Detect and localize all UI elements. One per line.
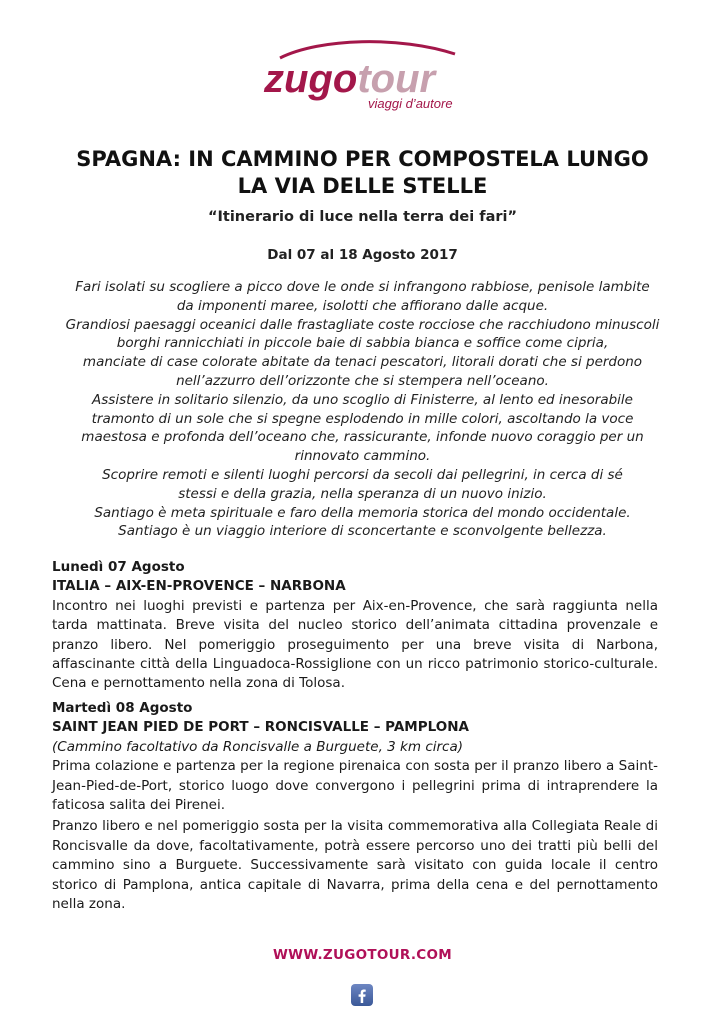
itinerary-day: [52, 558, 658, 696]
intro-line: borghi rannicchiati in piccole baie di sabbia bianca e soffice come cipria,: [116, 335, 609, 352]
intro-line: da imponenti maree, isolotti che affiorano dalle acque.: [176, 297, 549, 314]
svg-text:zugotour: [263, 57, 438, 101]
day-label: Martedì 08 Agosto: [52, 700, 193, 716]
day-label: Lunedì 07 Agosto: [52, 559, 185, 575]
logo-swoosh: [280, 42, 455, 58]
title-line: SPAGNA: IN CAMMINO PER COMPOSTELA LUNGO: [76, 147, 649, 171]
document-subtitle: “Itinerario di luce nella terra dei fari”: [207, 209, 518, 225]
intro-line: Santiago è un viaggio interiore di sconcertante e sconvolgente bellezza.: [118, 523, 607, 540]
document-title: [40, 146, 685, 200]
day-route: ITALIA – AIX-EN-PROVENCE – NARBONA: [52, 578, 346, 595]
itinerary-day: [52, 699, 658, 916]
zugotour-logo: [250, 40, 490, 118]
trip-dates: Dal 07 al 18 Agosto 2017: [267, 247, 458, 263]
intro-line: nell’azzurro dell’orizzonte che si stempera nell’oceano.: [176, 372, 549, 389]
intro-line: stessi e della grazia, nella speranza di un nuovo inizio.: [178, 485, 547, 502]
intro-line: Assistere in solitario silenzio, da uno scoglio di Finisterre, al lento ed inesorabile: [92, 391, 633, 408]
day-note: (Cammino facoltativo da Roncisvalle a Burguete, 3 km circa): [52, 738, 463, 755]
day-route: SAINT JEAN PIED DE PORT – RONCISVALLE – PAMPLONA: [52, 719, 469, 736]
intro-line: Grandiosi paesaggi oceanici dalle frastagliate coste rocciose che racchiudono minuscoli: [65, 316, 660, 333]
intro-line: rinnovato cammino.: [294, 448, 431, 465]
intro-line: tramonto di un sole che si spegne esplodendo in mille colori, ascoltando la voce: [91, 410, 634, 427]
logo-brand-a: zugo: [264, 57, 358, 101]
facebook-icon[interactable]: [350, 983, 374, 1007]
intro-text: [55, 278, 670, 541]
day-paragraph: Prima colazione e partenza per la regione pirenaica con sosta per il pranzo libero a Saint-Jean-Pied-de-Port, storico luogo dove convergono i pellegrini prima di intraprendere la faticosa salita dei Pirenei.: [52, 758, 658, 814]
intro-line: manciate di case colorate abitate da tenaci pescatori, litorali dorati che si perdono: [82, 354, 643, 371]
intro-line: maestosa e profonda dell’oceano che, rassicurante, infonde nuovo coraggio per un: [81, 429, 644, 446]
day-paragraph: Pranzo libero e nel pomeriggio sosta per la visita commemorativa alla Collegiata Reale di Roncisvalle da dove, facoltativamente, potrà essere percorso uno dei tratti più belli del cammino sino a Burguete. Successivamente sarà visitato con guida locale il centro storico di Pamplona, antica capitale di Navarra, prima della cena e del pernottamento nella zona.: [52, 818, 658, 913]
day-paragraph: Incontro nei luoghi previsti e partenza per Aix-en-Provence, che sarà raggiunta nella tarda mattinata. Breve visita del nucleo storico dell’animata cittadina provenzale e pranzo libero. Nel pomeriggio proseguimento per una breve visita di Narbona, affascinante città della Linguadoca-Rossiglione con un ricco patrimonio storico-culturale. Cena e pernottamento nella zona di Tolosa.: [52, 597, 658, 692]
website-link[interactable]: WWW.ZUGOTOUR.COM: [272, 947, 453, 963]
title-line: LA VIA DELLE STELLE: [237, 174, 488, 198]
logo-brand-b: tour: [357, 57, 436, 101]
intro-line: Fari isolati su scogliere a picco dove le onde si infrangono rabbiose, penisole lambite: [75, 279, 650, 295]
logo-tagline: viaggi d’autore: [368, 96, 453, 111]
intro-line: Santiago è meta spirituale e faro della memoria storica del mondo occidentale.: [94, 504, 631, 521]
intro-line: Scoprire remoti e silenti luoghi percorsi da secoli dai pellegrini, in cerca di sé: [102, 466, 623, 483]
